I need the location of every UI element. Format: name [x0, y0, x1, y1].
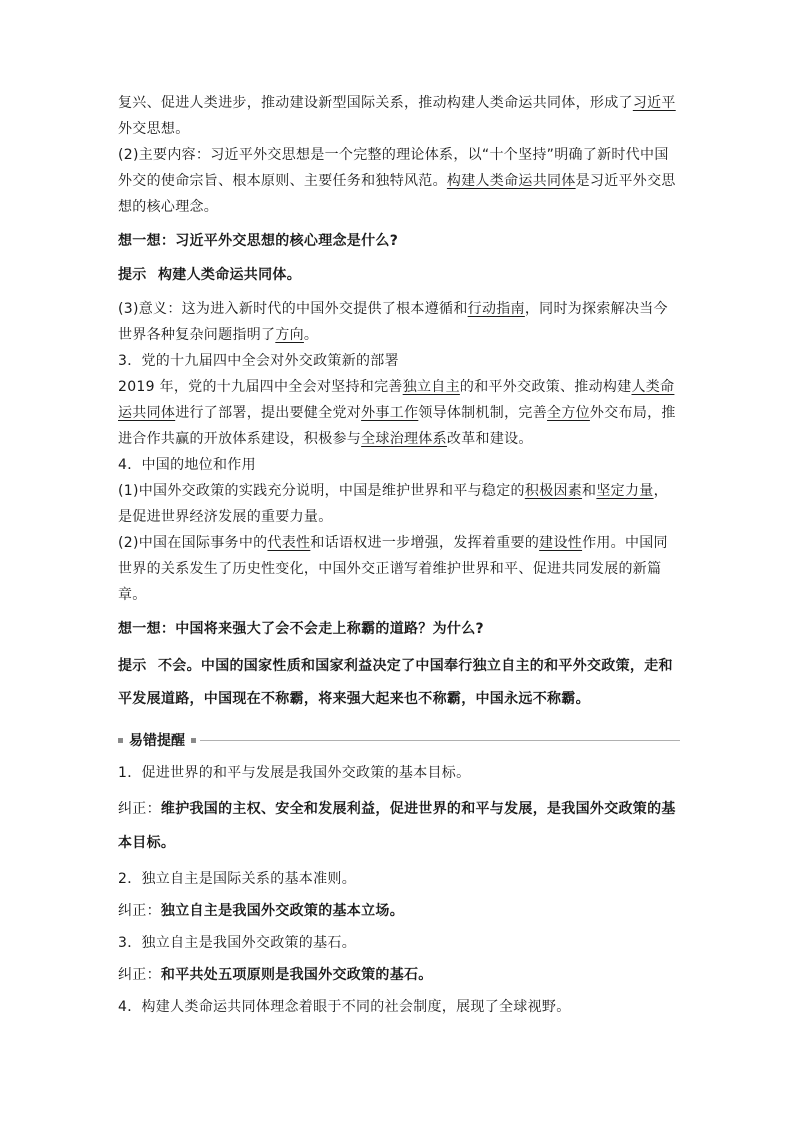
text: 进行了部署，提出要健全党对	[175, 405, 362, 421]
square-bullet-icon	[118, 738, 123, 743]
text: (1)中国外交政策的实践充分说明，中国是维护世界和平与稳定的	[118, 483, 525, 499]
underlined-term: 人类命运共同体	[118, 379, 675, 421]
text: 2019 年，党的十九届四中全会对坚持和完善	[118, 379, 403, 395]
underlined-term: 习近平	[632, 95, 676, 111]
think-question-1: 想一想：习近平外交思想的核心理念是什么?	[118, 233, 399, 249]
paragraph-main-content	[118, 142, 680, 220]
error-statement-1: 1．促进世界的和平与发展是我国外交政策的基本目标。	[118, 765, 471, 781]
text: 改革和建设。	[446, 431, 533, 447]
section-title: 易错提醒	[129, 733, 185, 749]
document-page	[118, 90, 680, 1020]
think-question-2: 想一想：中国将来强大了会不会走上称霸的道路？为什么?	[118, 621, 484, 637]
correction-3	[118, 962, 680, 988]
paragraph-plenum	[118, 374, 680, 452]
paragraph-significance	[118, 296, 680, 348]
underlined-term: 方向	[275, 327, 304, 343]
text: ，同时为探索解决当今世界各种复杂问题指明了	[118, 301, 668, 343]
hint-label: 提示	[118, 658, 147, 674]
square-bullet-icon	[191, 738, 196, 743]
text: 和话语权进一步增强，发挥着重要的	[310, 535, 540, 551]
text: 外交思想。	[118, 121, 190, 137]
error-statement-2: 2．独立自主是国际关系的基本准则。	[118, 871, 357, 887]
correction-label: 纠正：	[118, 903, 161, 919]
underlined-term: 外事工作	[361, 405, 419, 421]
error-statement-4: 4．构建人类命运共同体理念着眼于不同的社会制度，展现了全球视野。	[118, 999, 571, 1015]
underlined-term: 行动指南	[467, 301, 525, 317]
hint-text: 构建人类命运共同体。	[158, 267, 301, 283]
underlined-term: 代表性	[267, 535, 311, 551]
text: 复兴、促进人类进步，推动建设新型国际关系，推动构建人类命运共同体，形成了	[118, 95, 633, 111]
correction-1	[118, 792, 680, 860]
text: ，是促进世界经济发展的重要力量。	[118, 483, 668, 525]
text: 作用。中国同世界的关系发生了历史性变化，中国外交正谱写着维护世界和平、促进共同发展的新篇章。	[118, 535, 668, 603]
correction-label: 纠正：	[118, 801, 161, 817]
text: (2)主要内容：习近平外交思想是一个完整的理论体系，以“十个坚持”明确了新时代中国外交的使命宗旨、根本原则、主要任务和独特风范。	[118, 147, 669, 189]
text: 。	[303, 327, 319, 343]
error-statement-3: 3．独立自主是我国外交政策的基石。	[118, 935, 357, 951]
underlined-term: 全方位	[547, 405, 590, 421]
paragraph-status-1	[118, 478, 680, 530]
underlined-term: 独立自主	[402, 379, 460, 395]
hint-label: 提示	[118, 267, 147, 283]
correction-label: 纠正：	[118, 967, 161, 983]
correction-2	[118, 898, 680, 924]
text: 和	[582, 483, 597, 499]
hint-2	[118, 650, 680, 716]
text: (3)意义：这为进入新时代的中国外交提供了根本遵循和	[118, 301, 468, 317]
text: 是习近平外交思想的核心理念。	[118, 173, 676, 215]
text: 领导体制机制，完善	[418, 405, 548, 421]
divider-line	[200, 740, 680, 741]
paragraph-status-2	[118, 530, 680, 608]
text: 的和平外交政策、推动构建	[459, 379, 632, 395]
correction-text: 独立自主是我国外交政策的基本立场。	[160, 903, 405, 919]
text: (2)中国在国际事务中的	[118, 535, 268, 551]
underlined-term: 建设性	[539, 535, 583, 551]
underlined-term: 构建人类命运共同体	[446, 173, 576, 189]
paragraph-intro	[118, 90, 680, 142]
hint-text: 不会。中国的国家性质和国家利益决定了中国奉行独立自主的和平外交政策，走和平发展道路，中国现在不称霸，将来强大起来也不称霸，中国永远不称霸。	[118, 658, 673, 707]
underlined-term: 积极因素	[524, 483, 583, 499]
correction-text: 和平共处五项原则是我国外交政策的基石。	[160, 967, 433, 983]
hint-1	[118, 262, 680, 288]
heading-3: 3．党的十九届四中全会对外交政策新的部署	[118, 353, 399, 369]
text: 外交布局，推进合作共赢的开放体系建设，积极参与	[118, 405, 676, 447]
underlined-term: 坚定力量	[596, 483, 654, 499]
correction-text: 维护我国的主权、安全和发展利益，促进世界的和平与发展，是我国外交政策的基本目标。	[118, 801, 676, 851]
heading-4: 4．中国的地位和作用	[118, 457, 256, 473]
underlined-term: 全球治理体系	[361, 431, 447, 447]
section-divider	[118, 730, 680, 750]
